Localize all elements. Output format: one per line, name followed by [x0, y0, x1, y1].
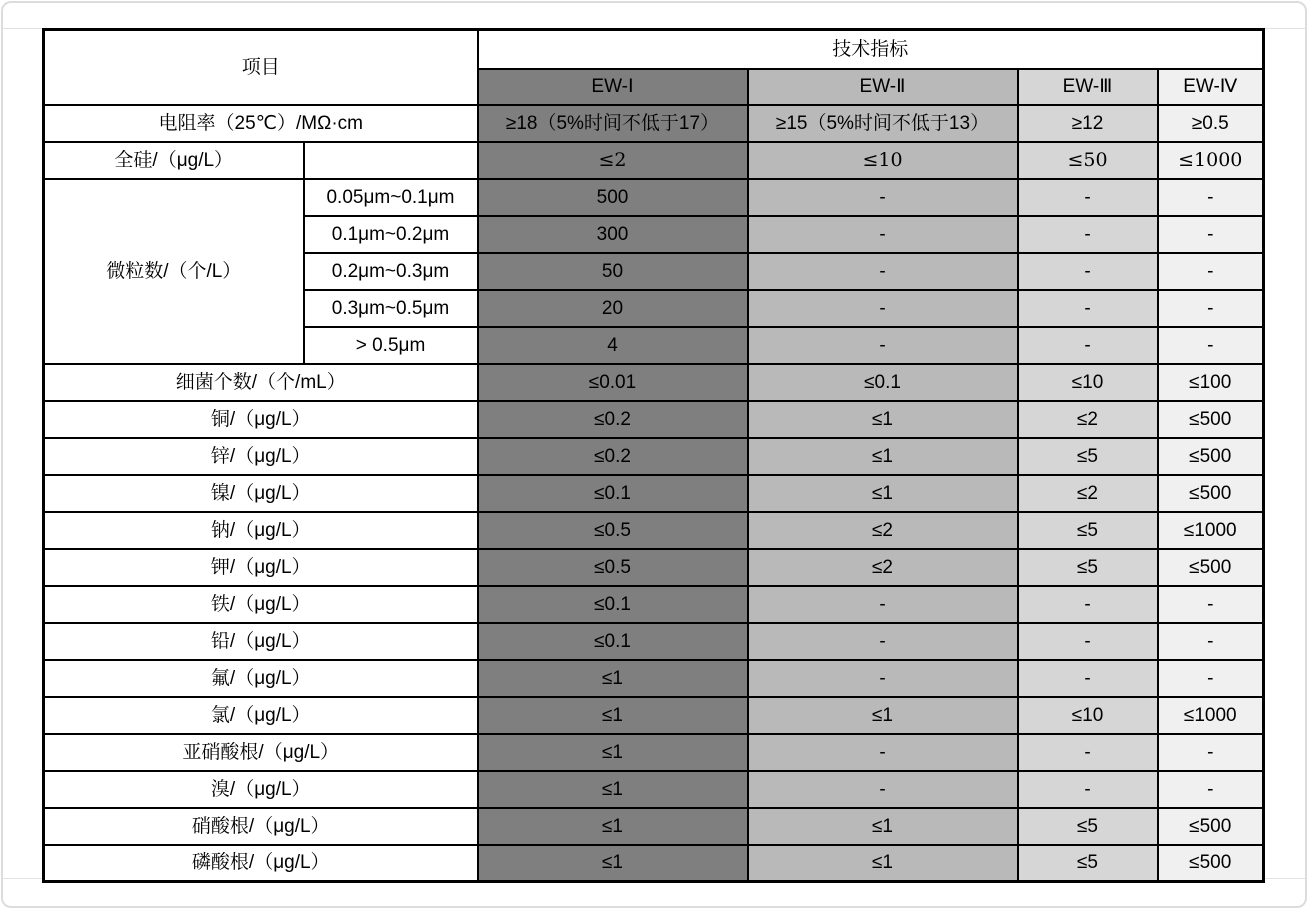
water-spec-table	[42, 28, 1265, 883]
value-cell: ≤2	[748, 549, 1018, 586]
value-cell: -	[1158, 253, 1264, 290]
table-row-silica	[44, 142, 1264, 179]
row-label: 全硅/（μg/L）	[44, 142, 304, 179]
value-cell: ≤0.2	[478, 401, 748, 438]
value-cell: ≤5	[1018, 808, 1158, 845]
value-cell: ≤2	[748, 512, 1018, 549]
value-cell: -	[1158, 216, 1264, 253]
value-cell: 300	[478, 216, 748, 253]
row-label: 氯/（μg/L）	[44, 697, 478, 734]
row-label: 氟/（μg/L）	[44, 660, 478, 697]
value-cell: 500	[478, 179, 748, 216]
value-cell: ≤500	[1158, 845, 1264, 882]
table-row-potassium	[44, 549, 1264, 586]
value-cell: ≤1	[748, 845, 1018, 882]
value-cell: ≤1	[478, 734, 748, 771]
sub-label: 0.2μm~0.3μm	[304, 253, 478, 290]
value-cell: ≤2	[1018, 401, 1158, 438]
value-cell: ≥18（5%时间不低于17）	[478, 105, 748, 142]
table-row-nitrate	[44, 808, 1264, 845]
value-cell: ≥12	[1018, 105, 1158, 142]
table-row-phosphate	[44, 845, 1264, 882]
value-cell: ≤1	[478, 697, 748, 734]
sub-label: 0.1μm~0.2μm	[304, 216, 478, 253]
value-cell: ≤1	[748, 438, 1018, 475]
value-cell: ≤5	[1018, 549, 1158, 586]
table-row-fluoride	[44, 660, 1264, 697]
value-cell: -	[1018, 734, 1158, 771]
table-row-chloride	[44, 697, 1264, 734]
value-cell: ≤5	[1018, 512, 1158, 549]
row-label: 铁/（μg/L）	[44, 586, 478, 623]
value-cell: -	[748, 216, 1018, 253]
value-cell: -	[748, 179, 1018, 216]
row-label: 细菌个数/（个/mL）	[44, 364, 478, 401]
sub-label: > 0.5μm	[304, 327, 478, 364]
value-cell: -	[1018, 586, 1158, 623]
value-cell: -	[1158, 734, 1264, 771]
value-cell: -	[748, 253, 1018, 290]
value-cell: -	[1018, 771, 1158, 808]
value-cell: ≤500	[1158, 549, 1264, 586]
value-cell: -	[1158, 290, 1264, 327]
row-label: 磷酸根/（μg/L）	[44, 845, 478, 882]
value-cell: ≤5	[1018, 845, 1158, 882]
value-cell: -	[1018, 623, 1158, 660]
value-cell: -	[1158, 327, 1264, 364]
row-label: 钾/（μg/L）	[44, 549, 478, 586]
row-label: 铜/（μg/L）	[44, 401, 478, 438]
row-label: 亚硝酸根/（μg/L）	[44, 734, 478, 771]
table-row-bromide	[44, 771, 1264, 808]
value-cell: ≤1	[748, 808, 1018, 845]
value-cell: 50	[478, 253, 748, 290]
value-cell: -	[748, 734, 1018, 771]
row-label: 硝酸根/（μg/L）	[44, 808, 478, 845]
value-cell: ≤0.01	[478, 364, 748, 401]
value-cell: -	[1018, 660, 1158, 697]
row-label-particles: 微粒数/（个/L）	[44, 179, 304, 364]
table-row-nitrite	[44, 734, 1264, 771]
value-cell: ≤10	[1018, 697, 1158, 734]
row-label: 电阻率（25℃）/MΩ·cm	[44, 105, 478, 142]
value-cell: ≤1	[748, 697, 1018, 734]
value-cell: ≤0.1	[478, 475, 748, 512]
value-cell: ≤0.1	[478, 586, 748, 623]
value-cell: -	[748, 623, 1018, 660]
value-cell: ≤50	[1018, 142, 1158, 179]
tech-index-header: 技术指标	[478, 30, 1264, 69]
value-cell: 4	[478, 327, 748, 364]
value-cell: -	[1158, 623, 1264, 660]
value-cell: ≤2	[1018, 475, 1158, 512]
value-cell: -	[1018, 216, 1158, 253]
sub-label-empty	[304, 142, 478, 179]
value-cell: ≤1000	[1158, 512, 1264, 549]
value-cell: ≤1000	[1158, 697, 1264, 734]
table-row-copper	[44, 401, 1264, 438]
value-cell: ≤1	[748, 401, 1018, 438]
grade-header-ew3: EW-Ⅲ	[1018, 69, 1158, 105]
value-cell: ≤0.1	[478, 623, 748, 660]
value-cell: -	[748, 290, 1018, 327]
value-cell: ≤500	[1158, 438, 1264, 475]
table-row-resistivity	[44, 105, 1264, 142]
value-cell: ≤0.5	[478, 512, 748, 549]
value-cell: ≤100	[1158, 364, 1264, 401]
table-row-zinc	[44, 438, 1264, 475]
value-cell: ≤5	[1018, 438, 1158, 475]
value-cell: -	[748, 327, 1018, 364]
value-cell: -	[1158, 179, 1264, 216]
row-label: 溴/（μg/L）	[44, 771, 478, 808]
value-cell: ≤0.1	[748, 364, 1018, 401]
row-label: 镍/（μg/L）	[44, 475, 478, 512]
table-row-sodium	[44, 512, 1264, 549]
value-cell: ≤0.2	[478, 438, 748, 475]
value-cell: ≤1	[478, 808, 748, 845]
grade-header-ew2: EW-Ⅱ	[748, 69, 1018, 105]
value-cell: ≤1	[748, 475, 1018, 512]
value-cell: ≤0.5	[478, 549, 748, 586]
row-label: 铅/（μg/L）	[44, 623, 478, 660]
value-cell: ≤500	[1158, 475, 1264, 512]
row-label: 锌/（μg/L）	[44, 438, 478, 475]
value-cell: ≥15（5%时间不低于13）	[748, 105, 1018, 142]
table-row-iron	[44, 586, 1264, 623]
value-cell: -	[1158, 660, 1264, 697]
sub-label: 0.3μm~0.5μm	[304, 290, 478, 327]
value-cell: ≤1	[478, 771, 748, 808]
value-cell: -	[1018, 290, 1158, 327]
table-row-bacteria	[44, 364, 1264, 401]
value-cell: -	[748, 771, 1018, 808]
value-cell: -	[748, 586, 1018, 623]
value-cell: ≤2	[478, 142, 748, 179]
value-cell: ≤500	[1158, 401, 1264, 438]
value-cell: ≤1	[478, 660, 748, 697]
value-cell: -	[1158, 771, 1264, 808]
grade-header-ew1: EW-Ⅰ	[478, 69, 748, 105]
value-cell: ≤10	[1018, 364, 1158, 401]
value-cell: -	[1018, 179, 1158, 216]
value-cell: -	[1158, 586, 1264, 623]
table-row-particles-1	[44, 179, 1264, 216]
value-cell: -	[1018, 253, 1158, 290]
value-cell: -	[748, 660, 1018, 697]
header-row-top	[44, 30, 1264, 69]
table-row-lead	[44, 623, 1264, 660]
value-cell: ≥0.5	[1158, 105, 1264, 142]
item-column-header: 项目	[44, 30, 478, 105]
value-cell: ≤1000	[1158, 142, 1264, 179]
table-row-nickel	[44, 475, 1264, 512]
value-cell: ≤1	[478, 845, 748, 882]
grade-header-ew4: EW-Ⅳ	[1158, 69, 1264, 105]
value-cell: 20	[478, 290, 748, 327]
value-cell: ≤10	[748, 142, 1018, 179]
value-cell: ≤500	[1158, 808, 1264, 845]
value-cell: -	[1018, 327, 1158, 364]
row-label: 钠/（μg/L）	[44, 512, 478, 549]
sub-label: 0.05μm~0.1μm	[304, 179, 478, 216]
